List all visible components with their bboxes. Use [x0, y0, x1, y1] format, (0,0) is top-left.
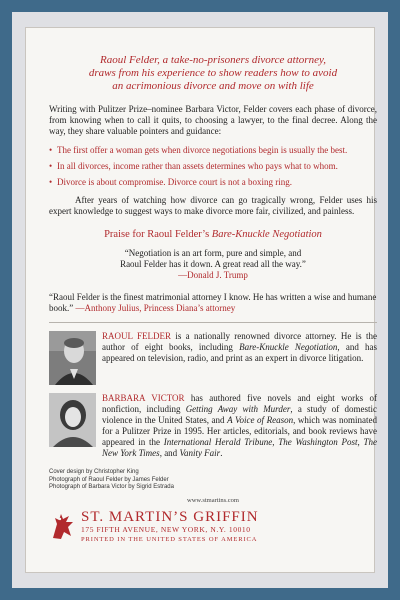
quote-julius [49, 292, 377, 314]
author-bio-victor [49, 393, 377, 459]
cover-content [49, 28, 377, 544]
publisher-name: ST. MARTIN’S GRIFFIN [81, 508, 259, 525]
publisher-url[interactable]: www.stmartins.com [187, 496, 239, 504]
bullet-icon: • [49, 177, 53, 187]
book-back-cover [12, 12, 388, 588]
bullet-text: Divorce is about compromise. Divorce court is not a boxing ring. [57, 177, 292, 187]
intro-blurb [49, 54, 377, 93]
publisher-address: 175 FIFTH AVENUE, NEW YORK, N.Y. 10010 [81, 524, 251, 534]
intro-line: an acrimonious divorce and move on with life [112, 80, 314, 92]
closing-paragraph: After years of watching how divorce can go tragically wrong, Felder uses his expert knowledge to suggest ways to make divorce more fair, civilized, and painless. [49, 195, 377, 216]
quote-line-with-attribution [49, 259, 377, 281]
bullet-icon: • [49, 161, 53, 171]
bio-text: has authored five novels and eight works of nonfiction, including [102, 393, 377, 414]
cover-panel [25, 27, 378, 573]
printed-notice: PRINTED IN THE UNITED STATES OF AMERICA [81, 535, 258, 543]
bio-text: , a study of domestic violence in the United States, and [102, 404, 377, 425]
quote-attribution: —Anthony Julius, Princess Diana’s attorney [75, 303, 236, 313]
bullet-item [49, 177, 377, 188]
quote-trump [49, 248, 377, 281]
bullet-list [49, 145, 377, 188]
bio-text: . [220, 448, 223, 458]
bio-text: , [272, 437, 279, 447]
publication-title: Vanity Fair [179, 448, 221, 458]
description-paragraph: Writing with Pulitzer Prize–nominee Barbara Victor, Felder covers each phase of divorce, from knowing when to call it quits, to choosing a lawyer, to the final decree. Along the way, they share valuable pointers and guidance: [49, 104, 377, 136]
quote-line: Raoul Felder has it down. A great read all the way.” [120, 259, 306, 269]
author-name: RAOUL FELDER [102, 331, 171, 341]
bio-text: , and [159, 448, 180, 458]
praise-heading [49, 228, 377, 241]
author-bio-text [102, 331, 377, 364]
author-photo-felder [49, 331, 96, 385]
bullet-text: The first offer a woman gets when divorce negotiations begin is usually the best. [57, 145, 348, 155]
photo-credits [49, 469, 377, 492]
quote-attribution: —Donald J. Trump [178, 270, 248, 280]
publisher-text [81, 509, 259, 544]
author-name: BARBARA VICTOR [102, 393, 185, 403]
bio-text: , and has appeared on television, radio, and print as an expert in divorce litigation. [102, 342, 378, 363]
bullet-icon: • [49, 145, 53, 155]
publication-title: The New York Times [102, 437, 378, 458]
credit-line: Photograph of Raoul Felder by James Felder [49, 476, 169, 483]
intro-line: Raoul Felder, a take-no-prisoners divorce attorney, [100, 54, 326, 66]
praise-prefix: Praise for Raoul Felder’s [104, 229, 212, 240]
bullet-item [49, 161, 377, 172]
publication-title: The Washington Post [278, 437, 358, 447]
bullet-item [49, 145, 377, 156]
quote-line: “Negotiation is an art form, pure and simple, and [124, 248, 302, 258]
book-title: A Voice of Reason [227, 415, 294, 425]
publisher-block [49, 509, 377, 544]
bio-text: is a nationally renowned divorce attorney. He is the author of eight books, including [102, 331, 378, 352]
book-title: Getting Away with Murder [185, 404, 291, 414]
bio-text: , [357, 437, 364, 447]
author-photo-victor [49, 393, 96, 447]
griffin-logo-icon [49, 510, 77, 542]
praise-book-title: Bare-Knuckle Negotiation [211, 229, 322, 240]
publication-title: International Herald Tribune [163, 437, 273, 447]
intro-line: draws from his experience to show readers how to avoid [88, 67, 338, 79]
credit-line: Cover design by Christopher King [49, 469, 139, 475]
bullet-text: In all divorces, income rather than assets determines who pays what to whom. [57, 161, 338, 171]
book-title: Bare-Knuckle Negotiation [239, 342, 338, 352]
bio-text: , which was nominated for a Pulitzer Prize in 1995. Her articles, editorials, and book reviews have appeared in the [102, 415, 377, 447]
author-bio-text [102, 393, 377, 459]
credit-line: Photograph of Barbara Victor by Sigrid Estrada [49, 484, 174, 490]
author-bio-felder [49, 331, 377, 385]
quote-text: “Raoul Felder is the finest matrimonial attorney I know. He has written a wise and humane book.” [49, 292, 377, 313]
divider [49, 322, 377, 323]
